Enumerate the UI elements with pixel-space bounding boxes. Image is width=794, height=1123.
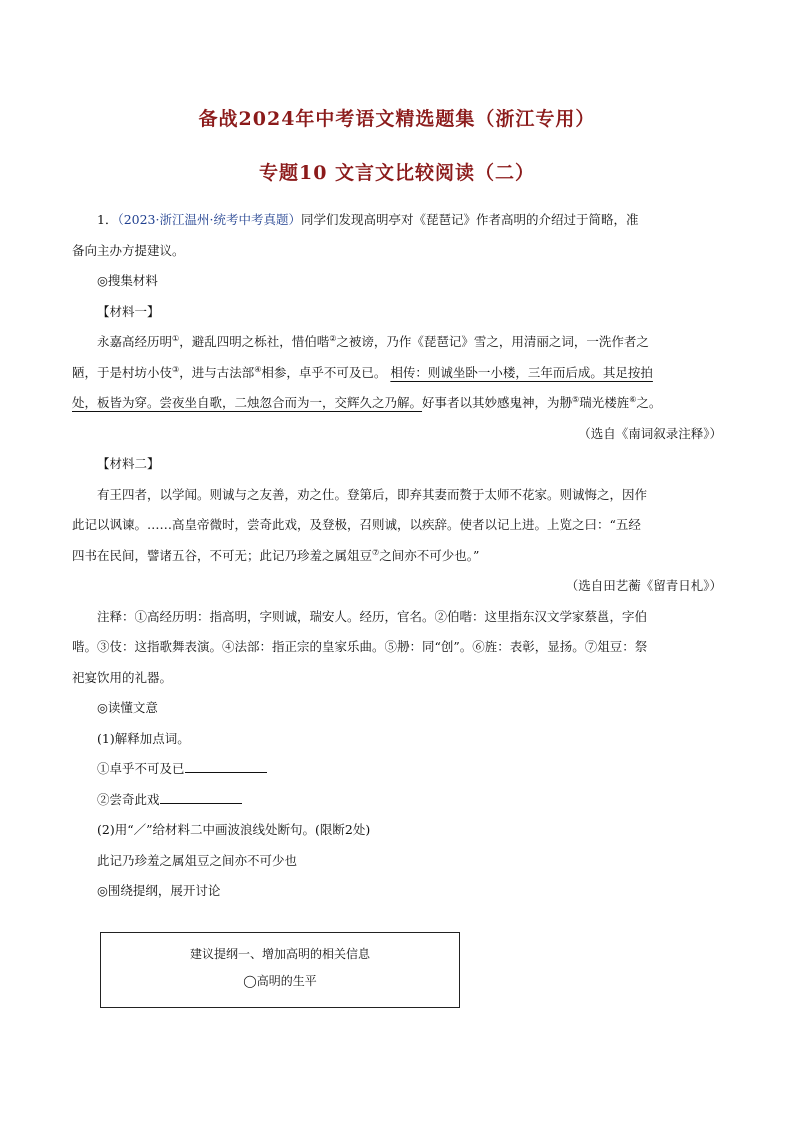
subquestion-1-item-2: ②尝奇此戏 [72,785,722,816]
answer-blank[interactable] [160,791,242,804]
material-2-line-3: 四书在民间，譬诸五谷，不可无；此记乃珍羞之属俎豆⑦之间亦不可少也。” [72,547,480,563]
stem-line: 同学们发现高明亭对《琵琶记》作者高明的介绍过于简略，准 [300,212,639,227]
subquestion-1-item-1: ①卓乎不可及已 [72,754,722,785]
footnote-mark: ① [172,333,180,343]
outline-item: ◯高明的生平 [243,974,317,988]
subquestion-2: (2)用“／”给材料二中画波浪线处断句。(限断2处) [97,822,371,837]
section-collect: ◎搜集材料 [97,273,158,288]
section-discuss: ◎围绕提纲，展开讨论 [97,883,221,898]
outline-box [100,932,460,1008]
outline-title: 建议提纲一、增加高明的相关信息 [189,947,370,961]
material-2-title: 【材料二】 [97,456,160,471]
answer-blank[interactable] [185,760,267,773]
document-title: 备战2024年中考语文精选题集（浙江专用） [198,108,596,130]
material-1-line-2: 陋，于是村坊小伎③，进与古法部④相参，卓乎不可及已。 相传：则诚坐卧一小楼，三年而后成。其足按拍 [72,364,653,380]
material-2-line-1: 有王四者，以学闻。则诚与之友善，劝之仕。登第后，即弃其妻而赘于太师不花家。则诚悔之，因作 [97,486,648,502]
notes-line-3: 祀宴饮用的礼器。 [72,669,173,685]
footnote-mark: ② [329,333,337,343]
material-1-line-1: 永嘉高经历明①，避乱四明之栎社，惜伯喈②之被谤，乃作《琵琶记》雪之，用清丽之词，一洗作者之 [97,333,649,349]
question-body [72,205,722,907]
material-2-source: （选自田艺蘅《留青日札》） [565,578,722,593]
stem-line-2: 备向主办方提建议。 [72,242,185,258]
footnote-mark: ⑥ [629,394,637,404]
material-2-line-2: 此记以讽谏。……高皇帝微时，尝奇此戏，及登极，召则诚，以疾辞。使者以记上进。上览之曰：“五经 [72,517,641,532]
notes-line-1: 注释：①高经历明：指高明，字则诚，瑞安人。经历，官名。②伯喈：这里指东汉文学家蔡邕，字伯 [97,608,648,624]
question-stem [72,205,722,236]
question-source: （2023·浙江温州·统考中考真题） [117,212,301,227]
section-understand: ◎读懂文意 [97,700,158,715]
subquestion-1: (1)解释加点词。 [97,730,190,746]
material-1-line-3: 处，板皆为穿。尝夜坐自歌，二烛忽合而为一，交辉久之乃解。好事者以其妙感鬼神，为刱⑤瑞光楼旌⑥之。 [72,394,662,410]
material-1-source: （选自《南词叙录注释》） [578,425,722,441]
footnote-mark: ⑤ [572,394,580,404]
footnote-mark: ⑦ [372,547,380,557]
footnote-mark: ③ [172,364,180,374]
underlined-passage: 相传：则诚坐卧一小楼，三年而后成。其足按拍 [390,364,653,380]
footnote-mark: ④ [254,364,262,374]
topic-title: 专题10 文言文比较阅读（二） [258,162,536,184]
question-number: 1． [97,212,118,227]
material-1-title: 【材料一】 [97,303,160,319]
subquestion-2-text: 此记乃珍羞之属俎豆之间亦不可少也 [97,852,298,868]
notes-line-2: 喈。③伎：这指歌舞表演。④法部：指正宗的皇家乐曲。⑤刱：同“创”。⑥旌：表彰，显扬。⑦俎豆：祭 [72,639,648,654]
